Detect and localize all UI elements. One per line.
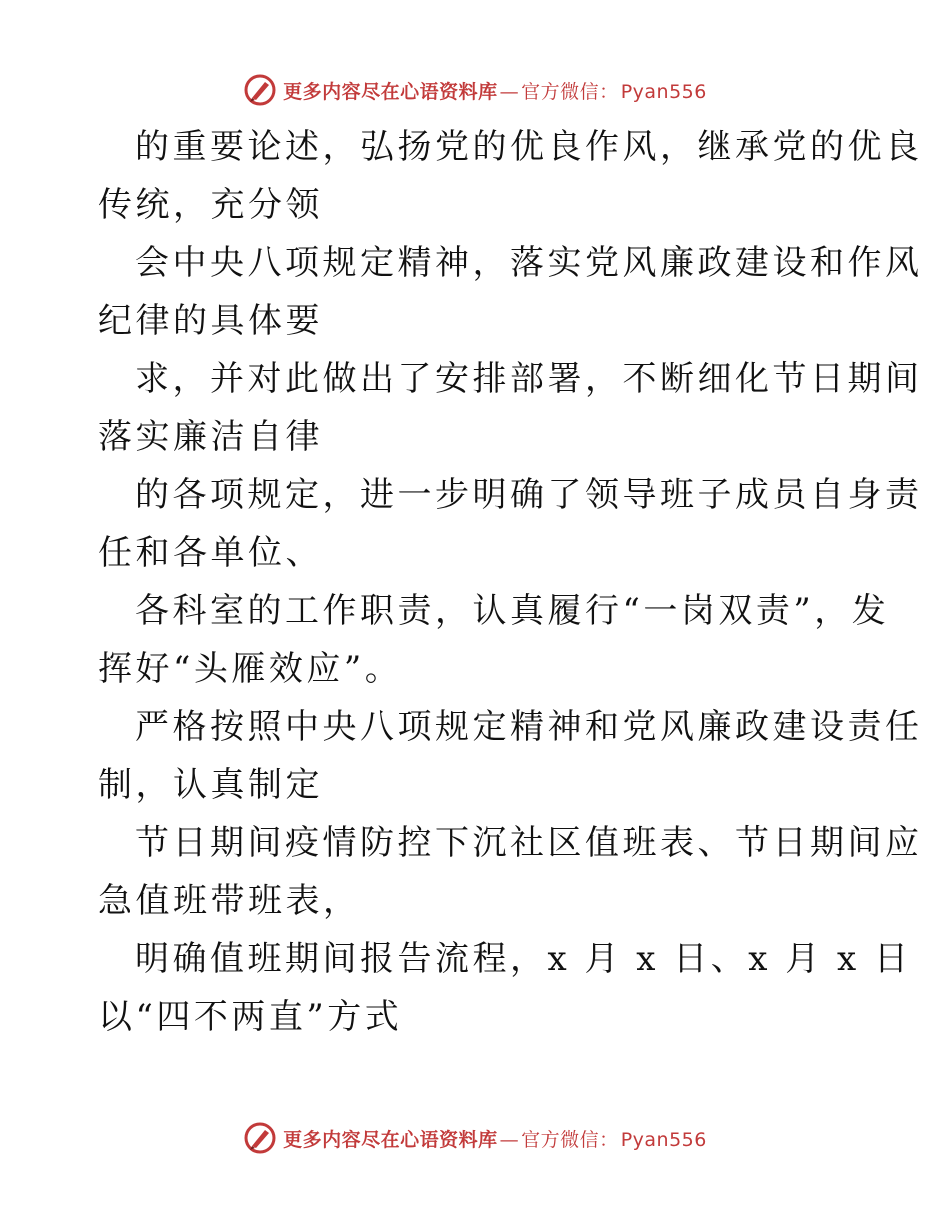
paragraph-line: 急值班带班表， [98, 881, 361, 921]
pen-logo-icon [243, 73, 277, 107]
watermark-id: Pyan556 [620, 1128, 707, 1151]
watermark-text [283, 1125, 707, 1152]
paragraph [0, 930, 950, 1046]
paragraph-line: 以“四不两直”方式 [98, 997, 403, 1037]
paragraph [0, 118, 950, 234]
footer-watermark [0, 1118, 950, 1158]
paragraph-line: 任和各单位、 [98, 533, 323, 573]
watermark-site: 更多内容尽在心语资料库 [283, 1128, 498, 1151]
paragraph-line: 制，认真制定 [98, 765, 323, 805]
paragraph [0, 698, 950, 814]
watermark-id: Pyan556 [620, 80, 707, 103]
pen-logo-icon [243, 1121, 277, 1155]
paragraph-line: 各科室的工作职责，认真履行“一岗双责”，发 [135, 591, 890, 631]
watermark-separator: — [499, 80, 520, 103]
paragraph [0, 814, 950, 930]
header-watermark [0, 70, 950, 110]
document-body [0, 118, 950, 1046]
watermark-separator: — [499, 1128, 520, 1151]
paragraph-line: 求，并对此做出了安排部署，不断细化节日期间 [135, 359, 923, 399]
paragraph-line: 的重要论述，弘扬党的优良作风，继承党的优良 [135, 127, 923, 167]
paragraph-line: 明确值班期间报告流程，x 月 x 日、x 月 x 日 [135, 939, 912, 979]
watermark-label: 官方微信： [521, 1128, 619, 1151]
paragraph-line: 传统，充分领 [98, 185, 323, 225]
watermark-label: 官方微信： [521, 80, 619, 103]
paragraph [0, 582, 950, 698]
paragraph-line: 落实廉洁自律 [98, 417, 323, 457]
paragraph-line: 的各项规定，进一步明确了领导班子成员自身责 [135, 475, 923, 515]
watermark-text [283, 77, 707, 104]
paragraph-line: 严格按照中央八项规定精神和党风廉政建设责任 [135, 707, 923, 747]
paragraph-line: 会中央八项规定精神，落实党风廉政建设和作风 [135, 243, 923, 283]
paragraph-line: 纪律的具体要 [98, 301, 323, 341]
paragraph [0, 350, 950, 466]
paragraph [0, 466, 950, 582]
paragraph-line: 挥好“头雁效应”。 [98, 649, 403, 689]
paragraph-line: 节日期间疫情防控下沉社区值班表、节日期间应 [135, 823, 923, 863]
paragraph [0, 234, 950, 350]
watermark-site: 更多内容尽在心语资料库 [283, 80, 498, 103]
